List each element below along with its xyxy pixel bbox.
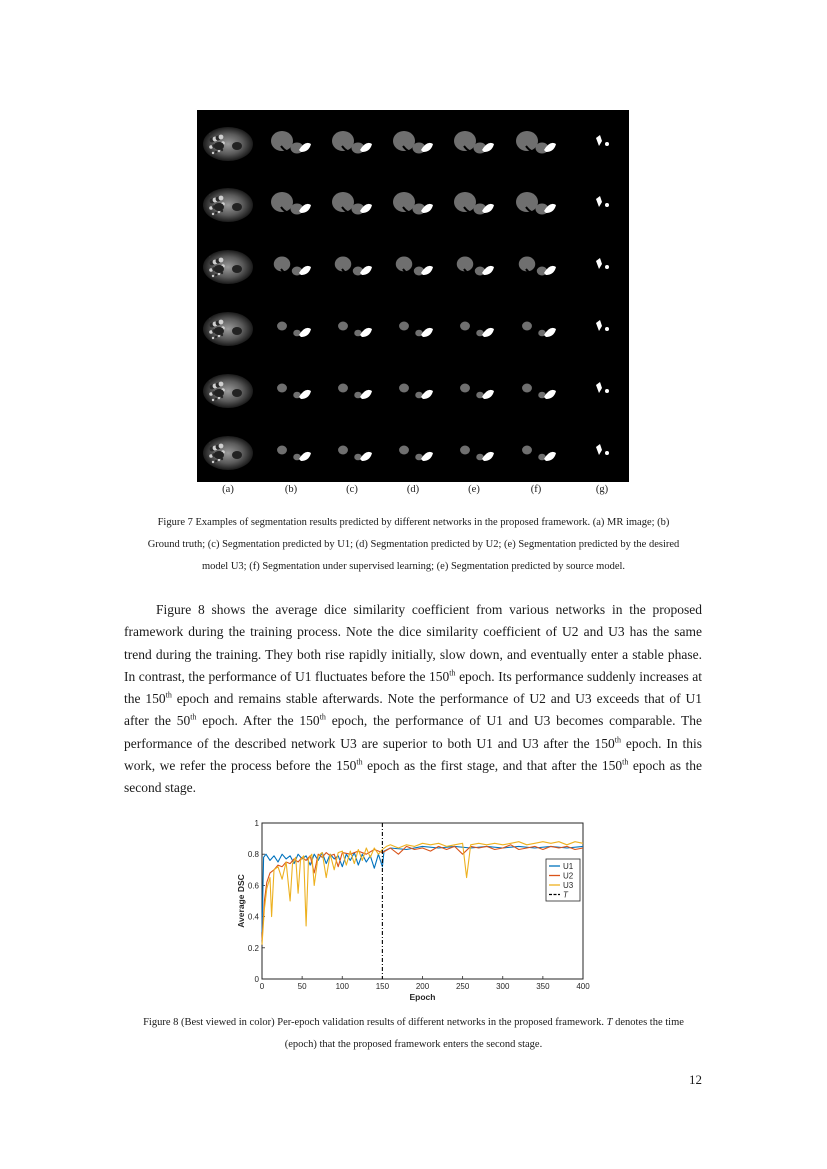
superscript: th <box>614 735 621 745</box>
mr-image <box>203 250 253 284</box>
caption-text: denotes the time <box>612 1017 684 1028</box>
segmentation-mask <box>596 444 609 455</box>
paragraph-text: epoch. After the 150 <box>196 713 320 729</box>
segmentation-mask <box>399 322 433 338</box>
y-tick-label: 0.8 <box>247 850 259 860</box>
segmentation-mask <box>516 192 556 215</box>
segmentation-mask <box>399 446 433 462</box>
caption-line: (epoch) that the proposed framework enters the second stage. <box>284 1039 543 1050</box>
mr-image <box>203 312 253 346</box>
x-tick-label: 250 <box>455 982 470 991</box>
x-tick-label: 350 <box>536 982 550 991</box>
y-axis-label: Average DSC <box>236 874 246 928</box>
y-tick-label: 0.4 <box>247 912 259 922</box>
legend-label: U3 <box>563 881 574 890</box>
superscript: th <box>622 757 629 767</box>
mr-image <box>203 188 253 222</box>
superscript: th <box>449 668 456 678</box>
paragraph-text: Figure 8 shows the average dice similarity coefficient from various networks in the proposed framework during the training process. Note the dice similarity coefficient of U2 and U3 has the same trend during the training. They both rise rapidly initially, slow down, and eventually enter a stable phase. In contrast, the performance of U1 fluctuates before the 150 <box>124 602 702 684</box>
y-tick-label: 0 <box>254 975 259 984</box>
segmentation-mask <box>457 257 494 276</box>
x-tick-label: 400 <box>576 982 590 991</box>
segmentation-mask <box>335 257 372 276</box>
segmentation-mask <box>338 446 372 462</box>
panel-label-b: (b) <box>284 484 298 495</box>
panel-label-g: (g) <box>595 484 609 495</box>
x-axis-label: Epoch <box>409 992 436 1002</box>
segmentation-mask <box>396 257 433 276</box>
panel-label-c: (c) <box>346 484 358 495</box>
paragraph-text: epoch. In this work, we refer the process before the 150 <box>124 735 702 774</box>
segmentation-mask <box>454 131 494 154</box>
segmentation-mask <box>454 192 494 215</box>
segmentation-mask <box>277 384 311 400</box>
superscript: th <box>165 690 172 700</box>
caption-symbol-t: T <box>606 1017 613 1028</box>
paragraph-text: epoch, the performance of U1 and U3 becomes comparable. The performance of the described network U3 are superior to both U1 and U3 after the 150 <box>124 713 703 751</box>
x-tick-label: 200 <box>415 982 430 991</box>
figure-7-caption <box>110 512 717 578</box>
segmentation-mask <box>522 384 556 400</box>
paragraph-text: epoch. Its performance suddenly increases at the 150 <box>124 668 702 707</box>
segmentation-mask <box>338 384 372 400</box>
segmentation-mask <box>516 131 556 154</box>
segmentation-mask <box>460 446 494 462</box>
segmentation-examples <box>197 110 629 482</box>
superscript: th <box>319 712 326 722</box>
x-tick-label: 150 <box>375 982 390 991</box>
segmentation-mask <box>274 257 311 276</box>
segmentation-mask <box>393 131 433 154</box>
segmentation-mask <box>460 384 494 400</box>
panel-label-e: (e) <box>468 484 480 495</box>
paragraph-text: epoch and remains stable afterwards. Note the performance of U2 and U3 exceeds that of U1 after the 50 <box>124 691 702 729</box>
legend-label: T <box>563 890 568 900</box>
superscript: th <box>190 712 197 722</box>
figure-8-caption <box>112 1012 715 1056</box>
segmentation-mask <box>596 135 609 146</box>
legend-label: U2 <box>563 871 574 881</box>
figure-8-chart <box>232 815 602 1010</box>
x-tick-label: 0 <box>259 982 265 991</box>
body-paragraph <box>124 599 702 800</box>
paragraph-text: epoch as the second stage. <box>124 758 702 796</box>
segmentation-mask <box>596 258 609 269</box>
x-tick-label: 50 <box>297 982 307 991</box>
segmentation-mask <box>271 131 311 154</box>
caption-line <box>112 1012 715 1034</box>
x-tick-label: 300 <box>496 982 510 991</box>
segmentation-mask <box>277 322 311 338</box>
segmentation-mask <box>393 192 433 215</box>
segmentation-mask <box>332 192 372 215</box>
segmentation-mask <box>522 322 556 338</box>
caption-line: Ground truth; (c) Segmentation predicted by U1; (d) Segmentation predicted by U2; (e) Segmentation predicted by the desired <box>147 539 680 550</box>
segmentation-mask <box>522 446 556 462</box>
figure-7-image-grid <box>197 110 629 482</box>
segmentation-mask <box>277 446 311 462</box>
segmentation-mask <box>338 322 372 338</box>
segmentation-mask <box>460 322 494 338</box>
caption-text: Figure 8 (Best viewed in color) Per-epoch validation results of different networks in the proposed framework. <box>143 1017 607 1028</box>
paragraph-text: epoch as the first stage, and that after the 150 <box>362 758 623 774</box>
mr-image <box>203 374 253 408</box>
mr-image <box>203 436 253 470</box>
segmentation-mask <box>596 196 609 207</box>
y-tick-label: 1 <box>254 819 259 828</box>
mr-image <box>203 127 253 161</box>
page-number: 12 <box>689 1072 702 1087</box>
caption-line: Figure 7 Examples of segmentation results predicted by different networks in the proposed framework. (a) MR image; (b) <box>157 517 670 528</box>
figure-7-panel-labels <box>197 484 629 498</box>
caption-line: model U3; (f) Segmentation under supervised learning; (e) Segmentation predicted by source model. <box>201 561 626 572</box>
y-tick-label: 0.6 <box>247 881 259 891</box>
superscript: th <box>356 757 363 767</box>
y-tick-label: 0.2 <box>247 943 259 953</box>
dsc-line-chart <box>232 815 602 1010</box>
segmentation-mask <box>271 192 311 215</box>
panel-label-d: (d) <box>406 484 420 495</box>
segmentation-mask <box>596 320 609 331</box>
panel-label-a: (a) <box>222 484 234 495</box>
segmentation-mask <box>399 384 433 400</box>
x-tick-label: 100 <box>335 982 349 991</box>
segmentation-mask <box>332 131 372 154</box>
panel-label-f: (f) <box>530 484 542 495</box>
legend-label: U1 <box>563 862 574 871</box>
segmentation-mask <box>519 257 556 276</box>
legend <box>546 859 580 901</box>
segmentation-mask <box>596 382 609 393</box>
